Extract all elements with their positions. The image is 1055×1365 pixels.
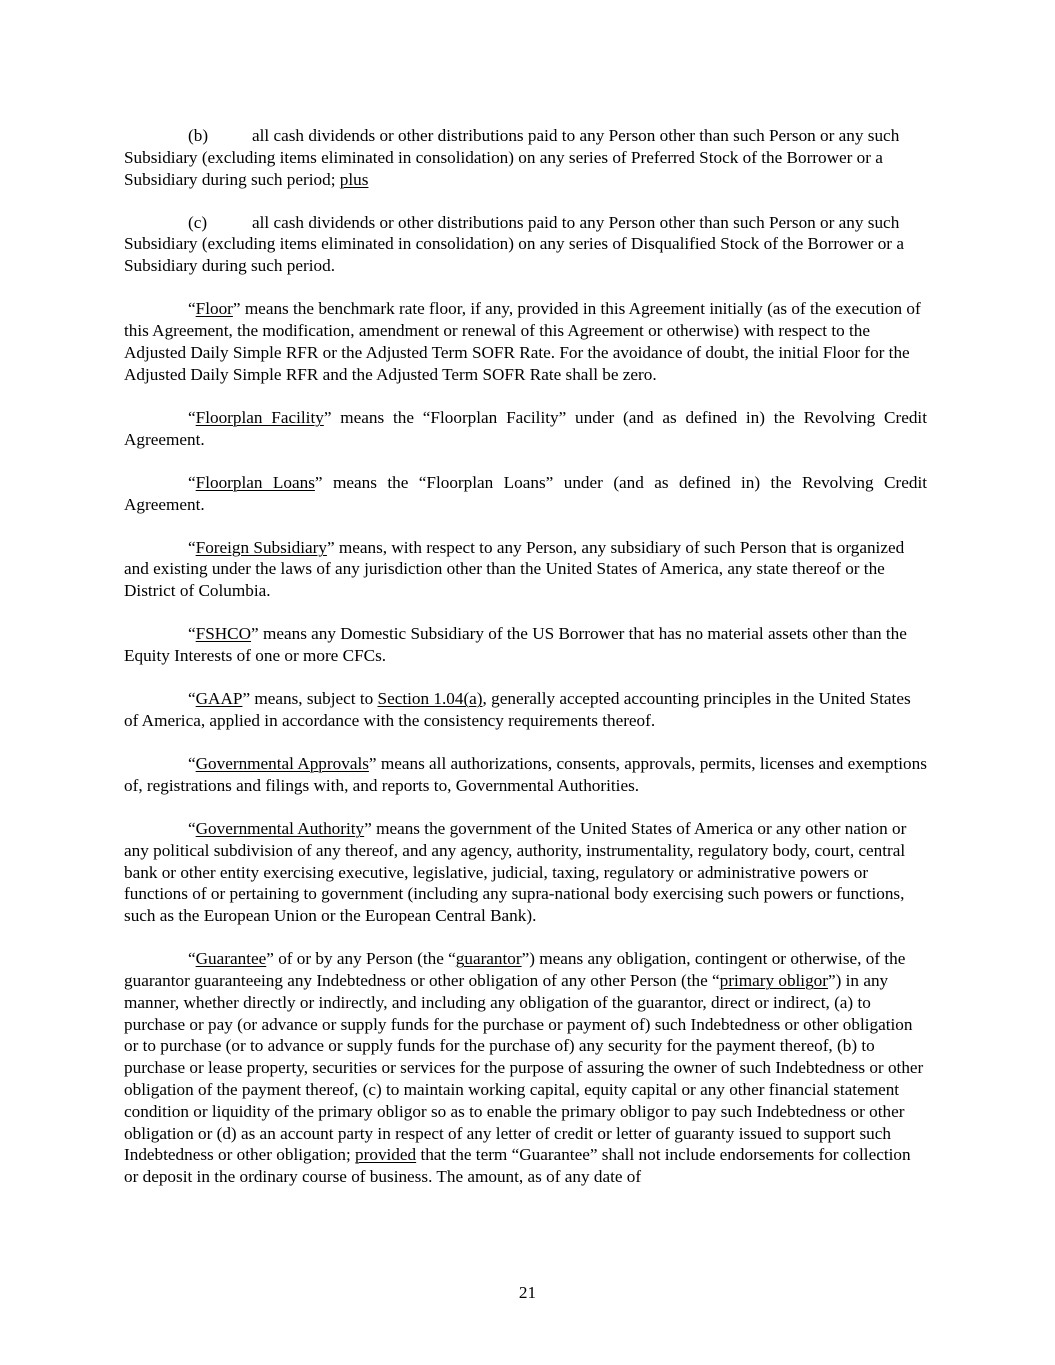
document-body [124,125,927,1188]
text-run: ” means the government of the United States of America or any other nation or any political subdivision of any thereof, and any agency, authority, instrumentality, regulatory body, court, central bank or other entity exercising executive, legislative, judicial, taxing, regulatory or administrative powers or functions of or pertaining to government (including any supra-national body exercising such powers or functions, such as the European Union or the European Central Bank). [124,819,907,926]
text-run: “ [188,949,196,969]
text-run: “ [188,689,196,709]
defined-term: guarantor [455,949,522,969]
defined-term: Section 1.04(a) [377,689,483,709]
definition-floor [124,298,927,385]
text-run: “ [188,472,196,492]
definition-floorplan-facility [124,407,927,451]
text-run: , generally accepted accounting principles in the United States of America, applied in accordance with the consistency requirements thereof. [124,689,911,731]
defined-term: provided [355,1145,417,1165]
paragraph-b [124,125,927,190]
defined-term: plus [339,169,369,189]
defined-term: FSHCO [195,624,252,644]
text-run: ” means all authorizations, consents, approvals, permits, licenses and exemptions of, registrations and filings with, and reports to, Governmental Authorities. [124,754,927,795]
defined-term: Foreign Subsidiary [195,537,327,557]
text-run: “ [188,407,196,427]
text-run: ” means, with respect to any Person, any subsidiary of such Person that is organized and existing under the laws of any jurisdiction other than the United States of America, any state thereof or the District of Columbia. [124,537,905,601]
text-run: all cash dividends or other distributions paid to any Person other than such Person or any such Subsidiary (excluding items eliminated in consolidation) on any series of Preferred Stock of the Borrower or a Subsidiary during such period; [124,126,900,189]
text-run: ” means the benchmark rate floor, if any, provided in this Agreement initially (as of the execution of this Agreement, the modification, amendment or renewal of this Agreement or otherwise) with respect to the Adjusted Daily Simple RFR or the Adjusted Term SOFR Rate. For the avoidance of doubt, the initial Floor for the Adjusted Daily Simple RFR and the Adjusted Term SOFR Rate shall be zero. [124,299,921,384]
paragraph-label: (b) [188,126,209,145]
defined-term: Floorplan Loans [195,472,315,492]
text-run: “ [188,819,196,838]
definition-fshco [124,623,927,667]
text-run: “ [188,624,196,644]
text-run: that the term “Guarantee” shall not include endorsements for collection or deposit in the ordinary course of business. The amount, as of any date of [124,1145,911,1187]
text-run: “ [188,299,196,319]
text-run: ” means any Domestic Subsidiary of the US Borrower that has no material assets other than the Equity Interests of one or more CFCs. [124,624,907,666]
text-run: all cash dividends or other distributions paid to any Person other than such Person or any such Subsidiary (excluding items eliminated in consolidation) on any series of Disqualified Stock of the Borrower or a Subsidiary during such period. [124,212,904,276]
text-run: ”) in any manner, whether directly or indirectly, and including any obligation of the guarantor, direct or indirect, (a) to purchase or pay (or advance or supply funds for the purchase or payment of) such Indebtedness or other obligation or to purchase (or to advance or supply funds for the purchase of) any security for the payment thereof, (b) to purchase or lease property, securities or services for the purpose of assuring the owner of such Indebtedness or other obligation of the payment thereof, (c) to maintain working capital, equity capital or any other financial statement condition or liquidity of the primary obligor so as to enable the primary obligor to pay such Indebtedness or other obligation or (d) as an account party in respect of any letter of credit or letter of guaranty issued to support such Indebtedness or other obligation; [124,971,924,1165]
defined-term: Floor [195,299,233,319]
defined-term: Floorplan Facility [195,407,324,427]
text-run: ”) means any obligation, contingent or otherwise, of the guarantor guaranteeing any Indebtedness or other obligation of any other Person (the “ [124,949,906,991]
definition-guarantee [124,948,927,1188]
text-run: ” means the “Floorplan Loans” under (and as defined in) the Revolving Credit Agreement. [124,472,927,514]
text-run: ” of or by any Person (the “ [266,949,456,969]
defined-term: Guarantee [195,949,267,969]
defined-term: GAAP [195,689,243,709]
defined-term: primary obligor [719,971,828,991]
text-run: “ [188,537,196,557]
text-run: ” means, subject to [242,689,378,709]
definition-governmental-authority [124,818,927,927]
definition-governmental-approvals [124,753,927,797]
definition-gaap [124,688,927,732]
defined-term: Governmental Approvals [195,754,369,774]
definition-foreign-subsidiary [124,537,927,602]
page-number: 21 [518,1283,537,1302]
definition-floorplan-loans [124,472,927,516]
text-run: ” means the “Floorplan Facility” under (and as defined in) the Revolving Credit Agreement. [124,407,927,449]
paragraph-c [124,212,927,277]
text-run: “ [188,754,196,774]
paragraph-label: (c) [188,212,208,232]
defined-term: Governmental Authority [195,819,365,838]
